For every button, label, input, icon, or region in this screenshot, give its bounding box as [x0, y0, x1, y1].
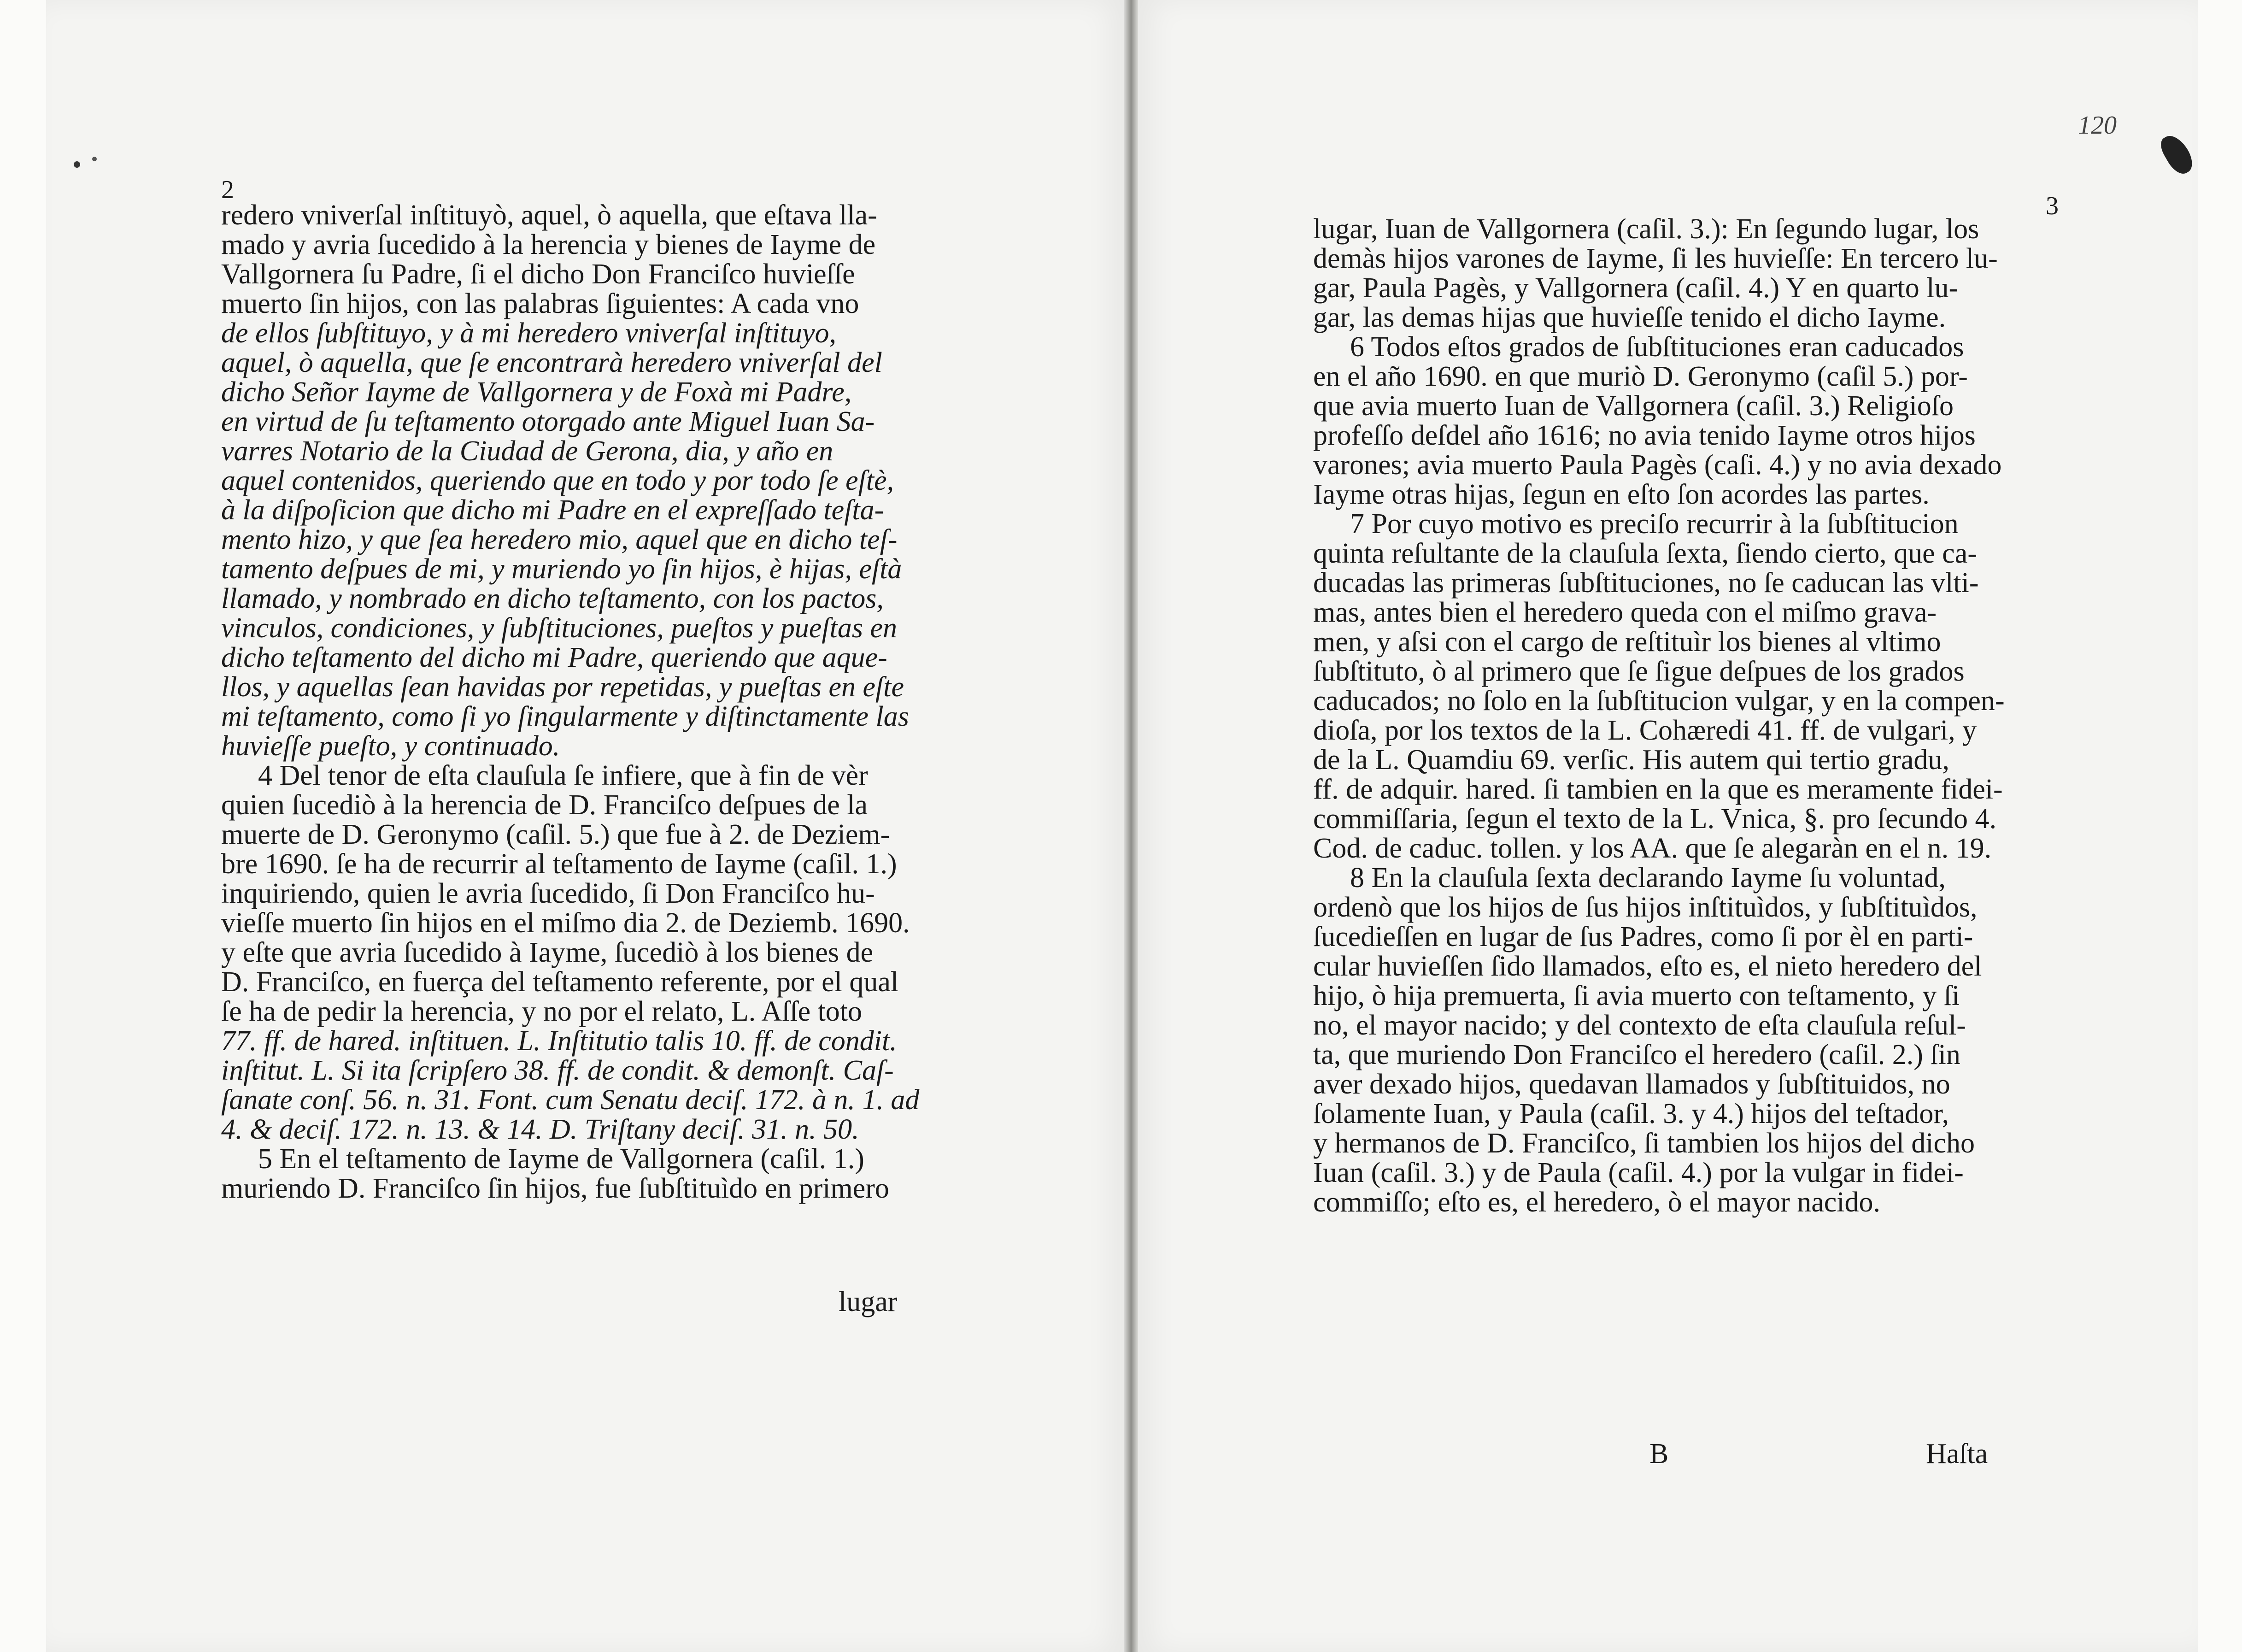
text-line: inſtitut. L. Si ita ſcripſero 38. ff. de condit. & demonſt. Caſ- [221, 1055, 894, 1086]
ink-blots [74, 134, 194, 207]
text-line: 8 En la clauſula ſexta declarando Iayme ſu voluntad, [1350, 862, 1946, 894]
text-line: llos, y aquellas ſean havidas por repetidas, y pueſtas en eſte [221, 671, 904, 703]
text-line: ſucedieſſen en lugar de ſus Padres, como ſi por èl en parti- [1313, 921, 1973, 952]
signature-mark: B [1649, 1438, 1669, 1470]
text-line: lugar, Iuan de Vallgornera (caſil. 3.): En ſegundo lugar, los [1313, 213, 1979, 245]
text-line: tamento deſpues de mi, y muriendo yo ſin hijos, è hijas, eſtà [221, 553, 902, 585]
text-line: commiſſaria, ſegun el texto de la L. Vnica, §. pro ſecundo 4. [1313, 803, 1996, 835]
text-line: mento hizo, y que ſea heredero mio, aquel que en dicho teſ- [221, 524, 898, 555]
text-line: men, y aſsi con el cargo de reſtituìr los bienes al vltimo [1313, 626, 1941, 658]
text-line: caducados; no ſolo en la ſubſtitucion vulgar, y en la compen- [1313, 685, 2005, 717]
ink-dot [74, 161, 80, 168]
left-catchword: lugar [839, 1286, 898, 1317]
text-line: no, el mayor nacido; y del contexto de eſta clauſula reſul- [1313, 1010, 1966, 1041]
text-line: ordenò que los hijos de ſus hijos inſtituìdos, y ſubſtituìdos, [1313, 892, 1978, 923]
text-line: dioſa, por los textos de la L. Cohæredi 41. ff. de vulgari, y [1313, 715, 1977, 746]
text-line: ta, que muriendo Don Franciſco el heredero (caſil. 2.) ſin [1313, 1039, 1960, 1070]
text-line: demàs hijos varones de Iayme, ſi les huvieſſe: En tercero lu- [1313, 243, 1998, 274]
left-page-number: 2 [221, 176, 234, 204]
right-page-number: 3 [2046, 192, 2059, 220]
text-line: dicho teſtamento del dicho mi Padre, queriendo que aque- [221, 642, 887, 673]
text-line: mado y avria ſucedido à la herencia y bienes de Iayme de [221, 229, 876, 260]
text-line: vieſſe muerto ſin hijos en el miſmo dia 2. de Deziemb. 1690. [221, 907, 910, 939]
book-gutter [1124, 0, 1138, 1652]
text-line: aquel, ò aquella, que ſe encontrarà heredero vniverſal del [221, 347, 882, 378]
text-line: ſubſtituto, ò al primero que ſe ſigue deſpues de los grados [1313, 656, 1965, 687]
text-line: 7 Por cuyo motivo es preciſo recurrir à la ſubſtitucion [1350, 508, 1959, 540]
text-line: Vallgornera ſu Padre, ſi el dicho Don Franciſco huvieſſe [221, 259, 855, 290]
text-line: redero vniverſal inſtituyò, aquel, ò aquella, que eſtava lla- [221, 200, 877, 231]
text-line: dicho Señor Iayme de Vallgornera y de Foxà mi Padre, [221, 376, 852, 408]
text-line: quien ſucediò à la herencia de D. Franciſco deſpues de la [221, 789, 868, 821]
folio-note: 120 [2078, 111, 2117, 140]
text-line: cular huvieſſen ſido llamados, eſto es, el nieto heredero del [1313, 951, 1982, 982]
text-line: hijo, ò hija premuerta, ſi avia muerto con teſtamento, y ſi [1313, 980, 1960, 1011]
right-catchword: Haſta [1926, 1438, 1988, 1470]
text-line: gar, Paula Pagès, y Vallgornera (caſil. 4.) Y en quarto lu- [1313, 272, 1959, 304]
text-line: Iuan (caſil. 3.) y de Paula (caſil. 4.) por la vulgar in fidei- [1313, 1157, 1964, 1188]
text-line: inquiriendo, quien le avria ſucedido, ſi Don Franciſco hu- [221, 878, 875, 909]
text-line: aver dexado hijos, quedavan llamados y ſubſtituidos, no [1313, 1069, 1950, 1100]
text-line: mas, antes bien el heredero queda con el miſmo grava- [1313, 597, 1937, 628]
text-line: bre 1690. ſe ha de recurrir al teſtamento de Iayme (caſil. 1.) [221, 848, 897, 880]
text-line: en virtud de ſu teſtamento otorgado ante Miguel Iuan Sa- [221, 406, 875, 437]
text-line: 6 Todos eſtos grados de ſubſtituciones eran caducados [1350, 331, 1964, 363]
left-page-text [221, 200, 940, 1203]
text-line: quinta reſultante de la clauſula ſexta, ſiendo cierto, que ca- [1313, 538, 1977, 569]
text-line: mi teſtamento, como ſi yo ſingularmente y diſtinctamente las [221, 701, 909, 732]
text-line: commiſſo; eſto es, el heredero, ò el mayor nacido. [1313, 1187, 1880, 1218]
text-line: gar, las demas hijas que huvieſſe tenido el dicho Iayme. [1313, 302, 1946, 333]
text-line: 77. ff. de hared. inſtituen. L. Inſtitutio talis 10. ff. de condit. [221, 1025, 897, 1057]
text-line: ducadas las primeras ſubſtituciones, no ſe caducan las vlti- [1313, 567, 1979, 599]
text-line: Cod. de caduc. tollen. y los AA. que ſe alegaràn en el n. 19. [1313, 833, 1992, 864]
text-line: huvieſſe pueſto, y continuado. [221, 730, 560, 762]
text-line: de ellos ſubſtituyo, y à mi heredero vniverſal inſtituyo, [221, 317, 836, 349]
text-line: en el año 1690. en que muriò D. Geronymo (caſil 5.) por- [1313, 361, 1968, 392]
text-line: muriendo D. Franciſco ſin hijos, fue ſubſtituìdo en primero [221, 1173, 889, 1204]
text-line: vinculos, condiciones, y ſubſtituciones, pueſtos y pueſtas en [221, 612, 898, 644]
text-line: ff. de adquir. hared. ſi tambien en la que es meramente fidei- [1313, 774, 2003, 805]
text-line: varones; avia muerto Paula Pagès (caſi. 4.) y no avia dexado [1313, 449, 2002, 481]
text-line: D. Franciſco, en fuerça del teſtamento referente, por el qual [221, 966, 899, 998]
text-line: profeſſo deſdel año 1616; no avia tenido Iayme otros hijos [1313, 420, 1976, 451]
text-line: Iayme otras hijas, ſegun en eſto ſon acordes las partes. [1313, 479, 1930, 510]
text-line: que avia muerto Iuan de Vallgornera (caſil. 3.) Religioſo [1313, 390, 1954, 422]
text-line: ſanate conſ. 56. n. 31. Font. cum Senatu deciſ. 172. à n. 1. ad [221, 1084, 920, 1116]
text-line: ſolamente Iuan, y Paula (caſil. 3. y 4.) hijos del teſtador, [1313, 1098, 1949, 1129]
text-line: de la L. Quamdiu 69. verſic. His autem qui tertio gradu, [1313, 744, 1949, 776]
text-line: ſe ha de pedir la herencia, y no por el relato, L. Aſſe toto [221, 996, 863, 1027]
text-line: 5 En el teſtamento de Iayme de Vallgornera (caſil. 1.) [258, 1143, 864, 1175]
ink-dot [92, 157, 97, 161]
text-line: 4. & deciſ. 172. n. 13. & 14. D. Triſtany deciſ. 31. n. 50. [221, 1114, 859, 1145]
text-line: muerte de D. Geronymo (caſil. 5.) que fue à 2. de Deziem- [221, 819, 890, 850]
right-page-text [1313, 214, 2032, 1217]
text-line: à la diſpoſicion que dicho mi Padre en el expreſſado teſta- [221, 494, 884, 526]
text-line: aquel contenidos, queriendo que en todo y por todo ſe eſtè, [221, 465, 894, 496]
text-line: y hermanos de D. Franciſco, ſi tambien los hijos del dicho [1313, 1128, 1975, 1159]
text-line: 4 Del tenor de eſta clauſula ſe infiere, que à fin de vèr [258, 760, 868, 791]
text-line: muerto ſin hijos, con las palabras ſiguientes: A cada vno [221, 288, 859, 319]
text-line: llamado, y nombrado en dicho teſtamento, con los pactos, [221, 583, 884, 614]
text-line: varres Notario de la Ciudad de Gerona, dia, y año en [221, 435, 833, 467]
text-line: y eſte que avria ſucedido à Iayme, ſucediò à los bienes de [221, 937, 874, 968]
